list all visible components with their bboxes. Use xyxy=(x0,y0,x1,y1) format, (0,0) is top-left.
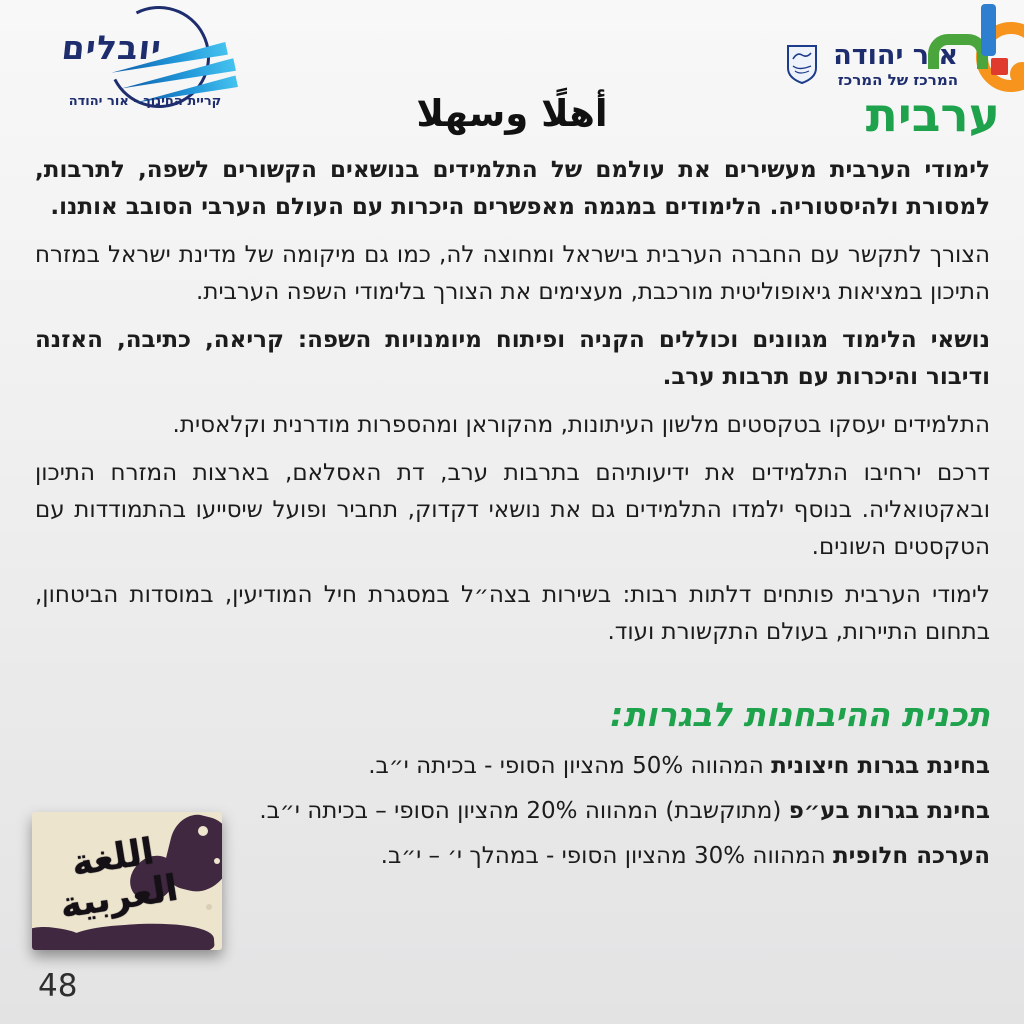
blue-bar-shape xyxy=(981,4,996,56)
calligraphy-decoration xyxy=(198,826,208,836)
paragraph: לימודי הערבית פותחים דלתות רבות: בשירות בצה״ל במסגרת חיל המודיעין, במוסדות הביטחון, בתחום התיירות, בעולם התקשורת ועוד. xyxy=(35,582,990,645)
paragraph: לימודי הערבית מעשירים את עולמם של התלמידים בנושאים הקשורים לשפה, לתרבות, למסורת ולהיסטוריה. הלימודים במגמה מאפשרים היכרות עם העולם הערבי הסובב אותנו. xyxy=(35,157,990,220)
calligraphy-decoration xyxy=(32,923,92,950)
red-square-shape xyxy=(991,58,1008,75)
shield-icon xyxy=(786,44,818,90)
or-yehuda-logo-subtitle: המרכז של המרכז xyxy=(837,71,958,89)
bagrut-item-text: (מתוקשבת) המהווה 20% מהציון הסופי – בכיתה י״ב. xyxy=(259,798,782,824)
or-yehuda-logo-title: אור יהודה xyxy=(833,40,958,71)
page-number: 48 xyxy=(38,968,78,1004)
bagrut-item-text: המהווה 30% מהציון הסופי - במהלך י׳ – י״ב. xyxy=(380,843,826,869)
page-title: ערבית xyxy=(865,88,1000,143)
body-text xyxy=(35,152,990,887)
arabic-welcome-title: أهلًا وسهلا xyxy=(416,92,608,135)
bagrut-heading: תכנית ההיבחנות לבגרות: xyxy=(610,695,990,734)
arabic-calligraphy-image xyxy=(32,812,222,950)
paragraph: נושאי הלימוד מגוונים וכוללים הקניה ופיתוח מיומנויות השפה: קריאה, כתיבה, האזנה ודיבור והיכרות עם תרבות ערב. xyxy=(35,327,990,390)
green-arc-shape xyxy=(928,34,988,69)
bagrut-item-lead: בחינת בגרות חיצונית xyxy=(771,753,990,779)
bagrut-item-text: המהווה 50% מהציון הסופי - בכיתה י״ב. xyxy=(368,753,764,779)
paragraph: התלמידים יעסקו בטקסטים מלשון העיתונות, מהקוראן ומהספרות מודרנית וקלאסית. xyxy=(172,412,990,438)
yuvalim-logo-subtitle: קריית החינוך - אור יהודה xyxy=(68,94,222,109)
bagrut-item-external xyxy=(35,752,990,780)
bagrut-item-lead: בחינת בגרות בע״פ xyxy=(788,798,990,824)
calligraphy-arabic-text: اللغة العربية xyxy=(57,831,181,927)
paragraph: דרכם ירחיבו התלמידים את ידיעותיהם בתרבות ערב, דת האסלאם, בארצות המזרח התיכון ובאקטואליה. בנוסף ילמדו התלמידים גם את נושאי דקדוק, תחביר ופועל שיסייעו בהתמודדות עם הטקסטים השונים. xyxy=(35,460,990,560)
bagrut-item-lead: הערכה חלופית xyxy=(832,843,990,869)
yuvalim-logo-title: יובלים xyxy=(59,28,164,67)
paragraph: הצורך לתקשר עם החברה הערבית בישראל ומחוצה לה, כמו גם מיקומה של מדינת ישראל במזרח התיכון במציאות גיאופוליטית מורכבת, מעצימים את הצורך בלימודי השפה הערבית. xyxy=(35,242,990,305)
